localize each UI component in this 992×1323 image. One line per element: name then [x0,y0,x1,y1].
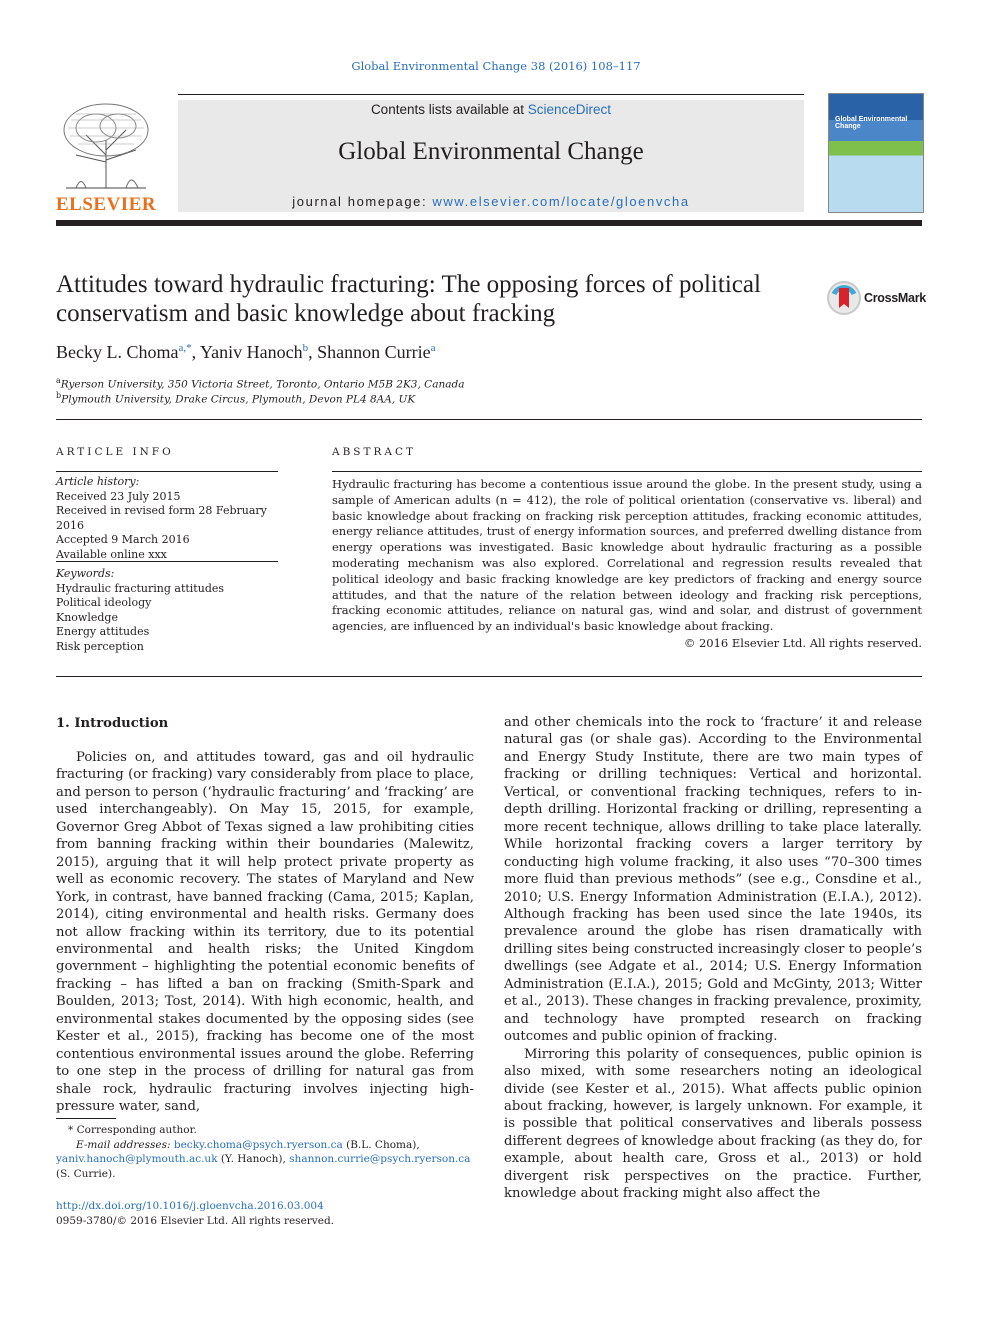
keyword: Knowledge [56,610,118,624]
author-separator: , [308,342,318,362]
history-label: Article history: [56,475,140,488]
keywords-label: Keywords: [56,567,115,580]
abstract-heading: ABSTRACT [332,446,417,458]
abstract-copyright: © 2016 Elsevier Ltd. All rights reserved. [683,636,922,650]
body-column-right [504,714,922,1203]
author[interactable] [317,342,435,362]
author-affil-marker[interactable]: a,* [178,342,192,354]
affiliation-marker: a [56,376,61,385]
author-name: Becky L. Choma [56,342,179,362]
masthead-top-rule [178,94,804,95]
affiliation [56,391,415,406]
corresponding-author-footnote [56,1123,474,1181]
body-paragraph: Policies on, and attitudes toward, gas and oil hydraulic fracturing (or fracking) vary considerably from place to place, and person to person (‘hydraulic fracturing’ and ‘fracking’ are used interchangeably). On May 15, 2015, for example, Governor Greg Abbot of Texas signed a law prohibiting cities from banning fracking within their boundaries (Malewitz, 2015), arguing that it will help protect private property as well as economic recovery. The states of Maryland and New York, in contrast, have banned fracking (Cama, 2015; Kaplan, 2014), citing environmental and health risks. Germany does not allow fracking within its territory, due to its potential environmental and health risks; the United Kingdom government – highlighting the potential economic benefits of fracking – has lifted a ban on fracking (Smith-Spark and Boulden, 2013; Tost, 2014). With high economic, health, and environmental stakes documented by the opposing sides (see Kester et al., 2015), fracking has become one of the most contentious environmental issues around the globe. Referring to one step in the process of drilling for natural gas from shale rock, hydraulic fracturing involves injecting high-pressure water, sand, [56,750,474,1115]
author-name: Yaniv Hanoch [199,342,303,362]
contents-prefix: Contents lists available at [370,102,528,117]
author-separator: , [191,342,200,362]
keywords-rule [56,561,278,562]
crossmark-label: CrossMark [864,291,926,305]
email-link[interactable]: yaniv.hanoch@plymouth.ac.uk [56,1153,218,1165]
homepage-prefix: journal homepage: [292,194,433,209]
article-identifiers [56,1199,474,1228]
author-name: Shannon Currie [317,342,431,362]
masthead-bottom-rule [56,220,922,226]
author-affil-marker[interactable]: b [302,342,309,354]
article-title: Attitudes toward hydraulic fracturing: The opposing forces of political conservatism and basic knowledge about fracking [56,271,761,327]
keyword: Political ideology [56,596,152,609]
keyword: Energy attitudes [56,625,150,638]
abstract-text: Hydraulic fracturing has become a contentious issue around the globe. In the present study, using a sample of American adults (n = 412), the role of political orientation (conservative vs. liberal) and basic knowledge about fracking on fracking risk perception attitudes, fracking economic attitudes, energy reliance attitudes, trust of energy information sources, and preferred dwelling distance from energy operations was investigated. Basic knowledge about hydraulic fracturing as a possible moderating mechanism was also explored. Correlational and regression results revealed that political ideology and basic fracking knowledge are key predictors of fracking and energy source attitudes, and that the nature of the relation between ideology and fracking risk perceptions, fracking economic attitudes, reliance on natural gas, wind and solar, and distrust of government agencies, are influenced by an individual's basic knowledge about fracking. [332,477,922,634]
journal-citation[interactable]: Global Environmental Change 38 (2016) 108–117 [351,59,641,73]
doi-link[interactable]: http://dx.doi.org/10.1016/j.gloenvcha.2016.03.004 [56,1200,324,1212]
footnote-rule [56,1118,116,1119]
crossmark-badge[interactable] [826,280,926,316]
body-paragraph: Mirroring this polarity of consequences, public opinion is also mixed, with some researchers noting an ideological divide (see Kester et al., 2015). What affects public opinion about fracking, however, is largely unknown. For example, it is possible that political conservatives and liberals possess different degrees of knowledge about fracking (as they do, for example, about health care, Gross et al., 2013) or hold divergent risk perspectives on the practice. Further, knowledge about fracking might also affect the [504,1046,922,1202]
crossmark-icon [826,280,862,316]
author[interactable] [56,342,192,362]
sciencedirect-link[interactable]: ScienceDirect [527,102,612,117]
contents-line [178,102,804,117]
body-paragraph: and other chemicals into the rock to ‘fracture’ it and release natural gas (or shale gas). According to the Environmental and Energy Study Institute, there are two main types of fracking or drilling techniques: Vertical and horizontal. Vertical, or conventional fracking techniques, refers to in-depth drilling. Horizontal fracking or drilling, representing a more recent technique, allows drilling to take place laterally. While horizontal fracking covers a larger territory by conducting high volume fracking, it also uses “70–300 times more fluid than previous methods” (see e.g., Consdine et al., 2010; U.S. Energy Information Administration (E.I.A.), 2012). Although fracking has been used since the late 1940s, its prevalence around the globe has risen dramatically with drilling sites being constructed increasingly closer to people’s dwellings (see Adgate et al., 2014; U.S. Energy Information Administration (E.I.A.), 2015; Gold and McGinty, 2013; Witter et al., 2013). These changes in fracking prevalence, proximity, and technology have prompted research on fracking outcomes and public opinion of fracking. [504,715,922,1045]
author-affil-marker[interactable]: a [430,342,436,354]
affiliation-marker: b [56,391,62,400]
history-item: Accepted 9 March 2016 [56,533,190,546]
history-item: Received in revised form 28 February 2016 [56,504,267,532]
homepage-link[interactable]: www.elsevier.com/locate/gloenvcha [432,194,690,209]
section-heading-introduction: 1. Introduction [56,716,169,731]
keyword: Risk perception [56,639,144,653]
abstract-rule [332,471,922,472]
author-list [56,342,436,363]
body-column-left [56,749,474,1116]
journal-homepage [178,194,804,209]
journal-title: Global Environmental Change [338,138,644,165]
footnote-marker: * [68,1124,74,1136]
article-info-heading: ARTICLE INFO [56,446,174,458]
header-rule [56,419,922,420]
issn-line: 0959-3780/© 2016 Elsevier Ltd. All rights reserved. [56,1214,335,1227]
author[interactable] [200,342,308,362]
affiliation-text: Ryerson University, 350 Victoria Street, Toronto, Ontario M5B 2K3, Canada [60,378,465,391]
email-link[interactable]: becky.choma@psych.ryerson.ca [173,1138,343,1151]
history-item: Received 23 July 2015 [56,489,181,503]
affiliation [56,376,464,391]
publisher-name: ELSEVIER [56,194,157,215]
history-item: Available online xxx [56,547,167,561]
email-owner: (Y. Hanoch), [217,1153,290,1165]
article-info-rule [56,471,278,472]
email-owner: (B.L. Choma), [342,1138,420,1151]
cover-title: Global Environmental Change [835,116,908,130]
front-matter-rule [56,676,922,677]
keyword: Hydraulic fracturing attitudes [56,581,225,595]
journal-cover-image[interactable] [828,93,924,213]
affiliation-text: Plymouth University, Drake Circus, Plymouth, Devon PL4 8AA, UK [61,393,416,406]
email-owner: (S. Currie). [56,1167,116,1180]
keywords [56,567,278,654]
email-label: E-mail addresses: [76,1138,174,1151]
article-history [56,475,278,562]
email-link[interactable]: shannon.currie@psych.ryerson.ca [289,1153,471,1165]
corresponding-label: Corresponding author. [76,1124,197,1136]
